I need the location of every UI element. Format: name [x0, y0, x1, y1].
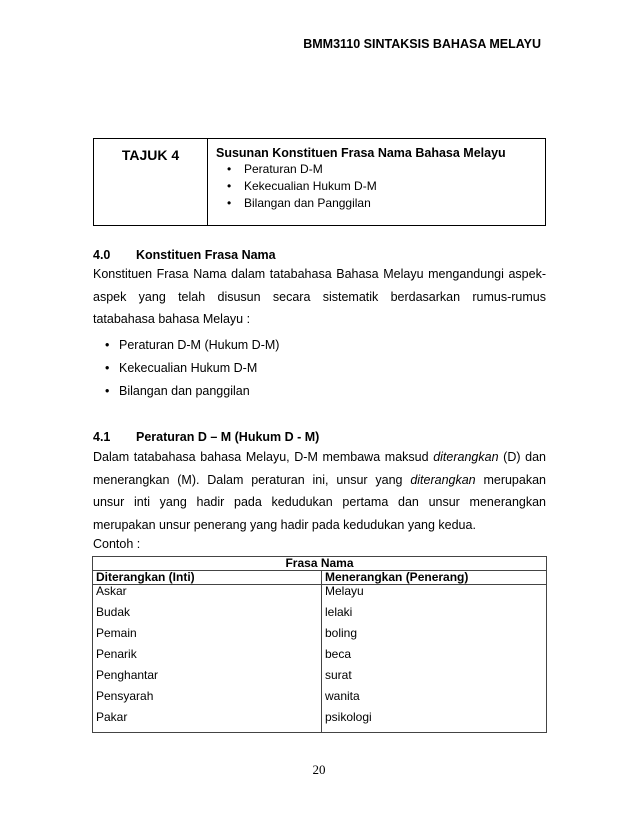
table-cell: Budak — [93, 606, 322, 627]
topic-box — [93, 138, 546, 226]
table-cell: Penarik — [93, 648, 322, 669]
paragraph-line — [93, 446, 546, 469]
text-run: merupakan — [475, 472, 546, 487]
bullet-item: • Peraturan D-M (Hukum D-M) — [93, 335, 279, 358]
topic-content — [208, 139, 545, 225]
example-label: Contoh : — [93, 537, 141, 551]
table-cell: lelaki — [322, 606, 547, 627]
document-header: BMM3110 SINTAKSIS BAHASA MELAYU — [303, 37, 541, 51]
topic-list-item: • Kekecualian Hukum D-M — [244, 178, 545, 195]
frasa-nama-table — [92, 556, 547, 733]
bullet-item: • Kekecualian Hukum D-M — [93, 358, 279, 381]
paragraph-line — [93, 469, 546, 492]
table-row — [93, 648, 547, 669]
table-cell: Penghantar — [93, 669, 322, 690]
section-paragraph — [93, 263, 546, 331]
topic-title: Susunan Konstituen Frasa Nama Bahasa Melayu — [216, 146, 506, 160]
section-bullet-list — [93, 335, 279, 404]
section-paragraph — [93, 446, 546, 536]
bullet-item: • Bilangan dan panggilan — [93, 381, 279, 404]
table-cell: Pensyarah — [93, 690, 322, 711]
paragraph-line: aspek yang telah disusun secara sistematik berdasarkan rumus-rumus — [93, 289, 546, 304]
paragraph-line: merupakan unsur penerang yang hadir pada kedudukan yang kedua. — [93, 517, 476, 532]
table-row — [93, 606, 547, 627]
table-cell: Pakar — [93, 711, 322, 733]
column-header: Diterangkan (Inti) — [93, 571, 322, 585]
table-row — [93, 690, 547, 711]
column-header: Menerangkan (Penerang) — [322, 571, 547, 585]
table-cell: beca — [322, 648, 547, 669]
table-cell: Pemain — [93, 627, 322, 648]
text-run: menerangkan (M). Dalam peraturan ini, unsur yang — [93, 472, 411, 487]
emphasis-text: diterangkan — [433, 450, 499, 464]
table-row — [93, 711, 547, 733]
emphasis-text: diterangkan — [410, 472, 476, 487]
table-cell: Melayu — [322, 585, 547, 607]
topic-list-item: • Peraturan D-M — [244, 161, 545, 178]
section-number: 4.0 — [93, 248, 111, 262]
section-title: Peraturan D – M (Hukum D - M) — [136, 430, 320, 444]
topic-list — [216, 161, 545, 212]
text-run: (D) dan — [498, 450, 546, 464]
table-row — [93, 627, 547, 648]
paragraph-line: tatabahasa bahasa Melayu : — [93, 312, 251, 326]
table-row — [93, 669, 547, 690]
table-cell: wanita — [322, 690, 547, 711]
table-cell: Askar — [93, 585, 322, 607]
page-number: 20 — [312, 762, 326, 777]
paragraph-line: unsur inti yang hadir pada kedudukan pertama dan unsur menerangkan — [93, 495, 546, 509]
table-caption: Frasa Nama — [93, 557, 547, 571]
section-heading-4-0 — [93, 248, 276, 262]
table-row — [93, 585, 547, 607]
paragraph-line: Konstituen Frasa Nama dalam tatabahasa Bahasa Melayu mengandungi aspek- — [93, 267, 546, 281]
table-cell: surat — [322, 669, 547, 690]
topic-list-item: • Bilangan dan Panggilan — [244, 195, 545, 212]
table-caption-row — [93, 557, 547, 571]
section-heading-4-1 — [93, 430, 319, 444]
section-title: Konstituen Frasa Nama — [136, 248, 276, 262]
table-cell: boling — [322, 627, 547, 648]
topic-label: TAJUK 4 — [94, 139, 208, 225]
text-run: Dalam tatabahasa bahasa Melayu, D-M membawa maksud — [93, 450, 434, 464]
table-header-row — [93, 571, 547, 585]
table-cell: psikologi — [322, 711, 547, 733]
section-number: 4.1 — [93, 430, 111, 444]
